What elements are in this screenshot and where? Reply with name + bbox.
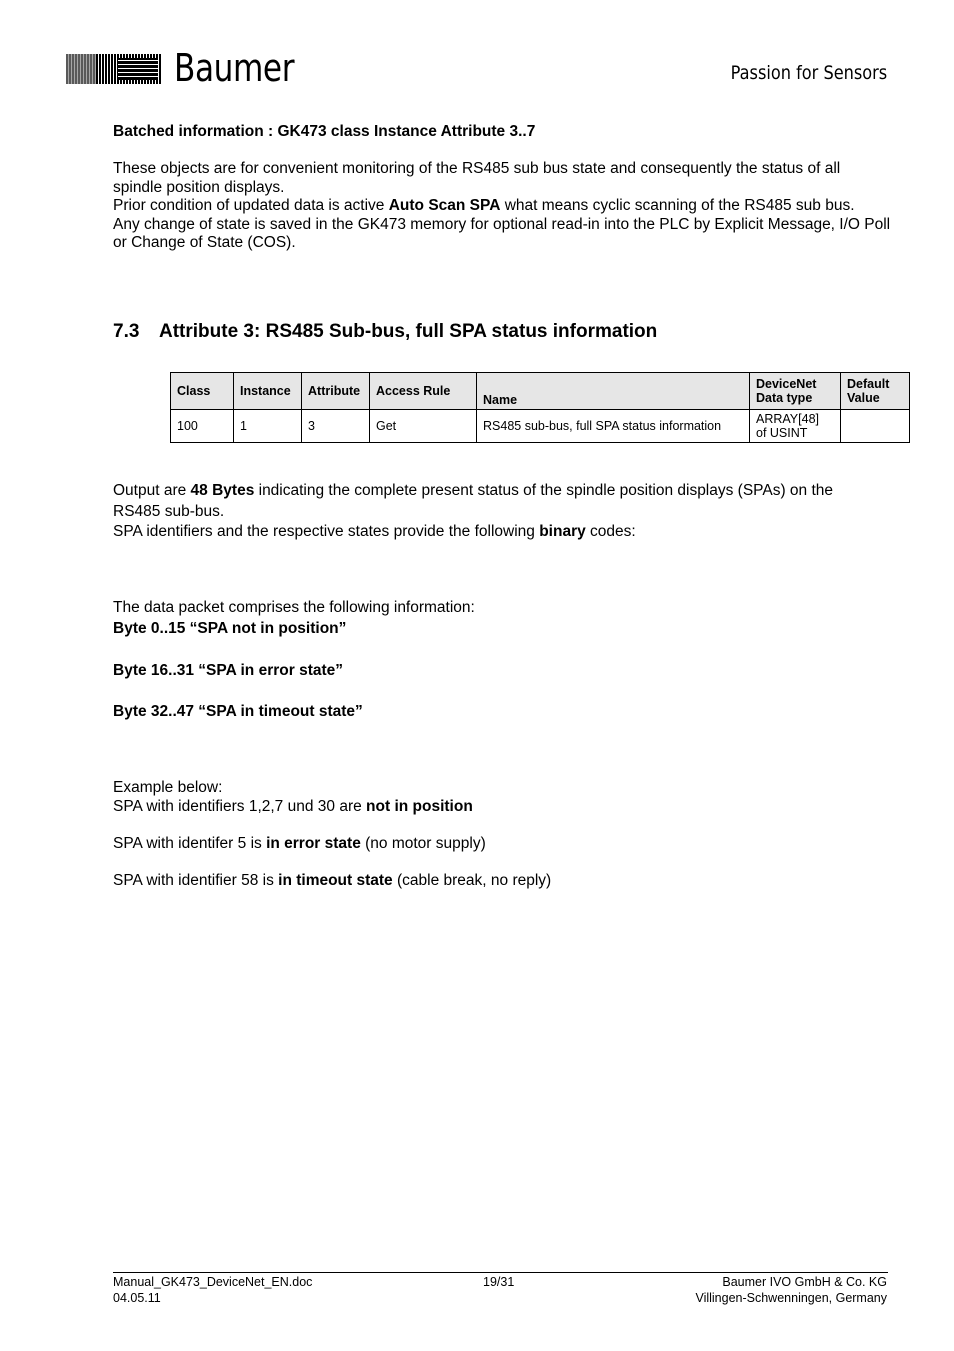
logo-bars-icon [66,54,162,84]
footer-date: 04.05.11 [113,1290,161,1305]
example-line-3 [113,872,893,891]
example-2-bold: in error state [266,835,361,852]
packet-intro: The data packet comprises the following information: [113,599,475,616]
col-attribute: Attribute [302,373,370,410]
col-datatype-line2: Data type [756,391,813,405]
output-l2: RS485 sub-bus. [113,502,225,520]
packet-byte-0-15: Byte 0..15 “SPA not in position” [113,620,347,637]
packet-byte-32-47: Byte 32..47 “SPA in timeout state” [113,703,363,720]
example-1-bold: not in position [366,798,473,815]
cell-name: RS485 sub-bus, full SPA status information [477,410,750,443]
cell-attribute: 3 [302,410,370,443]
table-header-row [171,373,910,410]
cell-instance: 1 [234,410,302,443]
cell-default [841,410,910,443]
col-name: Name [477,373,750,410]
output-paragraph [113,481,893,543]
attribute-table [170,372,910,443]
footer-page: 19/31 [483,1275,515,1289]
col-datatype-line1: DeviceNet [756,377,817,391]
example-line-1 [113,798,893,817]
col-default [841,373,910,410]
baumer-logo [66,46,296,90]
output-l3-after: codes: [585,523,636,540]
output-l1-bold: 48 Bytes [190,482,255,499]
cell-datatype [750,410,841,443]
output-l1-before: Output are [113,482,191,499]
cell-datatype-line1: ARRAY[48] [756,412,819,426]
footer-divider [113,1272,888,1273]
output-l3-before: SPA identifiers and the respective states provide the following [113,523,540,540]
example-3-bold: in timeout state [278,872,393,889]
cell-class: 100 [171,410,234,443]
section-title: Attribute 3: RS485 Sub-bus, full SPA status information [159,321,658,342]
tagline: Passion for Sensors [730,62,887,84]
output-l3-bold: binary [539,523,586,540]
example-3-after: (cable break, no reply) [392,872,552,889]
col-default-line2: Value [847,391,880,405]
col-default-line1: Default [847,377,890,391]
packet-byte-16-31: Byte 16..31 “SPA in error state” [113,662,344,679]
col-instance: Instance [234,373,302,410]
footer-location: Villingen-Schwenningen, Germany [695,1290,887,1305]
col-class: Class [171,373,234,410]
section-number: 7.3 [113,321,140,342]
intro-p2-bold: Auto Scan SPA [388,197,501,214]
example-2-before: SPA with identifer 5 is [113,835,267,852]
col-datatype [750,373,841,410]
footer-left [113,1275,312,1306]
example-1-before: SPA with identifiers 1,2,7 und 30 are [113,798,367,815]
intro-p2-before: Prior condition of updated data is active [113,197,389,214]
example-title: Example below: [113,779,223,796]
col-access-rule: Access Rule [370,373,477,410]
footer-right [695,1275,887,1306]
footer-file: Manual_GK473_DeviceNet_EN.doc [113,1275,313,1289]
example-2-after: (no motor supply) [360,835,486,852]
example-3-before: SPA with identifier 58 is [113,872,279,889]
footer-company: Baumer IVO GmbH & Co. KG [722,1275,887,1289]
output-l1-after: indicating the complete present status of the spindle position displays (SPAs) on the [254,482,834,499]
cell-datatype-line2: of USINT [756,426,808,440]
intro-p2-after: what means cyclic scanning of the RS485 sub bus. [500,197,855,214]
intro-paragraph [113,160,893,253]
table-row [171,410,910,443]
intro-p3: Any change of state is saved in the GK473 memory for optional read-in into the PLC by Explicit Message, I/O Poll or Change of State (COS). [113,215,891,251]
example-line-2 [113,835,893,854]
cell-access: Get [370,410,477,443]
section-heading [113,321,657,343]
intro-p1: These objects are for convenient monitoring of the RS485 sub bus state and consequently the status of all spindle position displays. [113,160,841,196]
logo-text: Baumer [174,46,295,90]
batched-info-heading: Batched information : GK473 class Instance Attribute 3..7 [113,123,536,140]
